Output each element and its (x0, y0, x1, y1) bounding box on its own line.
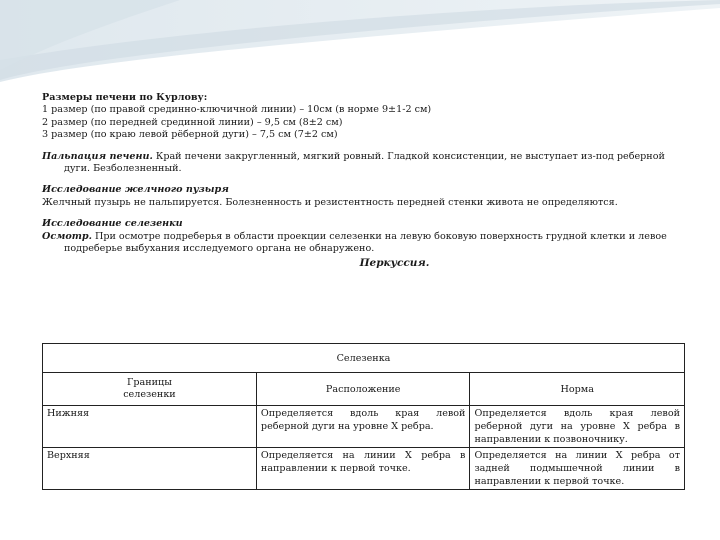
liver-sizes-heading: Размеры печени по Курлову: (42, 92, 208, 103)
document-body (42, 92, 687, 270)
gallbladder-text: Желчный пузырь не пальпируется. Болезненность и резистентность передней стенки живота не определяются. (42, 196, 618, 208)
inspection-paragraph (42, 231, 687, 256)
header-borders: Границы селезенки (43, 373, 257, 406)
liver-size-line: 3 размер (по краю левой рёберной дуги) – 7,5 см (7±2 см) (42, 129, 338, 141)
cell-norm: Определяется вдоль края левой реберной дуги на уровне X ребра в направлении к позвоночнику. (470, 406, 685, 448)
table-header-row (43, 373, 685, 406)
header-location: Расположение (256, 373, 470, 406)
percussion-title: Перкуссия. (359, 257, 430, 270)
table-caption: Селезенка (43, 344, 685, 373)
gallbladder-heading: Исследование желчного пузыря (42, 184, 229, 196)
cell-border-name: Верхняя (43, 448, 257, 490)
table-row (43, 406, 685, 448)
cell-location: Определяется вдоль края левой реберной дуги на уровне X ребра. (256, 406, 470, 448)
inspection-text: При осмотре подреберья в области проекции селезенки на левую боковую поверхность грудной клетки и левое подреберье выбухания исследуемого органа не обнаружено. (64, 230, 667, 255)
gallbladder-section (42, 184, 687, 209)
table-caption-row (43, 344, 685, 373)
palpation-paragraph (42, 151, 687, 176)
palpation-label: Пальпация печени. (42, 150, 153, 162)
liver-size-line: 1 размер (по правой срединно-ключичной линии) – 10см (в норме 9±1-2 см) (42, 104, 432, 116)
cell-norm: Определяется на линии X ребра от задней подмышечной линии в направлении к первой точке. (470, 448, 685, 490)
spleen-borders-table (42, 343, 685, 490)
palpation-text: Край печени закругленный, мягкий ровный. Гладкой консистенции, не выступает из-под реберной дуги. Безболезненный. (64, 150, 665, 175)
liver-size-line: 2 размер (по передней срединной линии) – 9,5 см (8±2 см) (42, 116, 343, 128)
spleen-heading: Исследование селезенки (42, 218, 183, 230)
spleen-section (42, 218, 687, 270)
header-norm: Норма (470, 373, 685, 406)
liver-sizes-section (42, 92, 687, 142)
cell-border-name: Нижняя (43, 406, 257, 448)
inspection-label: Осмотр. (42, 230, 92, 242)
table-row (43, 448, 685, 490)
cell-location: Определяется на линии X ребра в направлении к первой точке. (256, 448, 470, 490)
